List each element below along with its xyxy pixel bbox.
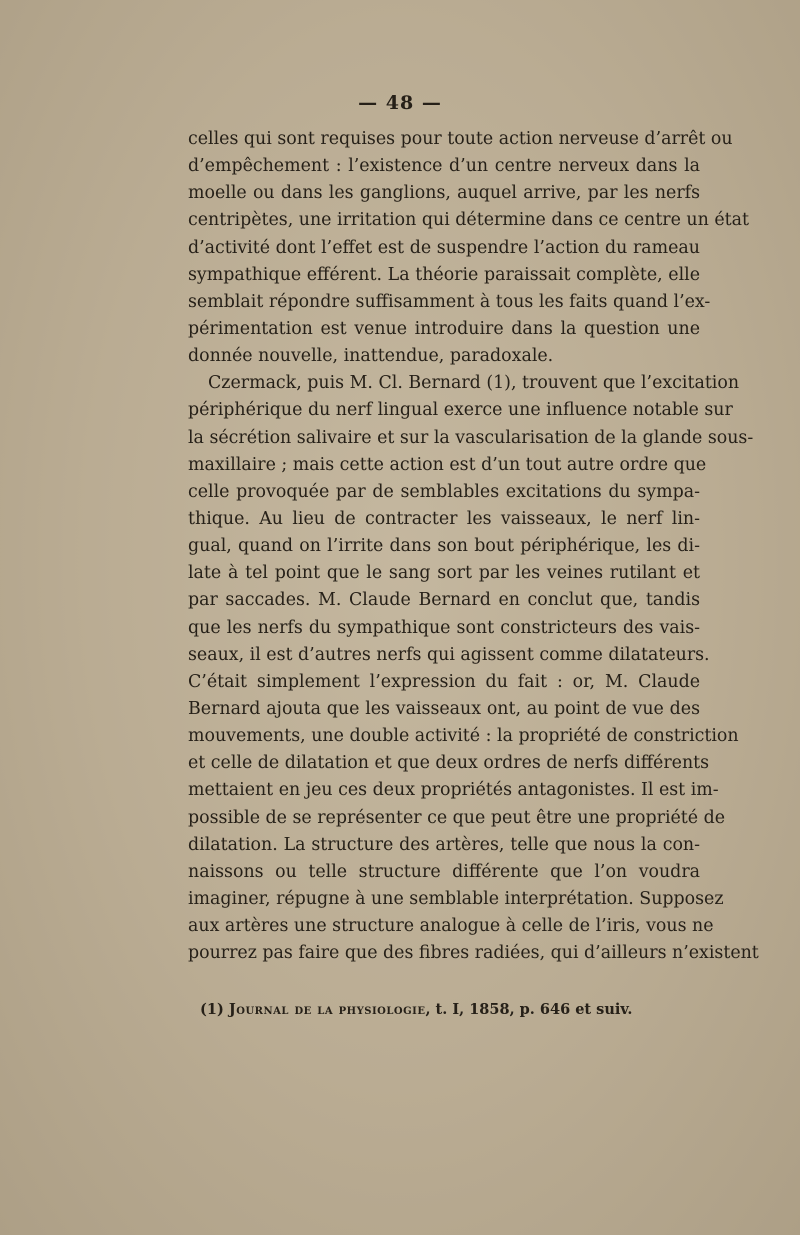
text-line: seaux, il est d’autres nerfs qui agissent comme dilatateurs. (188, 644, 710, 665)
text-line: périphérique du nerf lingual exerce une influence notable sur (188, 400, 733, 421)
text-line: possible de se représenter ce que peut être une propriété de (188, 807, 726, 828)
text-line: celle provoquée par de semblables excitations du sympa- (188, 481, 700, 502)
text-line: mouvements, une double activité : la propriété de constriction (188, 726, 739, 747)
text-line: gual, quand on l’irrite dans son bout périphérique, les di- (188, 536, 700, 557)
text-line: la sécrétion salivaire et sur la vascularisation de la glande sous- (188, 427, 754, 448)
text-line: sympathique efférent. La théorie paraissait complète, elle (188, 264, 700, 285)
text-line: thique. Au lieu de contracter les vaisseaux, le nerf lin- (188, 508, 700, 529)
text-line: C’était simplement l’expression du fait : or, M. Claude (188, 671, 700, 692)
text-line: imaginer, répugne à une semblable interprétation. Supposez (188, 888, 724, 909)
text-line: d’empêchement : l’existence d’un centre nerveux dans la (188, 156, 700, 177)
text-line: late à tel point que le sang sort par les veines rutilant et (188, 563, 700, 584)
text-line: aux artères une structure analogue à celle de l’iris, vous ne (188, 916, 714, 937)
text-line: celles qui sont requises pour toute action nerveuse d’arrêt ou (188, 129, 733, 149)
text-line: semblait répondre suffisamment à tous les faits quand l’ex- (188, 291, 711, 312)
text-line: Czermack, puis M. Cl. Bernard (1), trouvent que l’excitation (208, 373, 740, 394)
text-line: pourrez pas faire que des fibres radiées, qui d’ailleurs n’existent (188, 943, 759, 964)
text-line: d’activité dont l’effet est de suspendre l’action du rameau (188, 237, 700, 258)
text-line: naissons ou telle structure différente que l’on voudra (188, 861, 700, 882)
text-line: maxillaire ; mais cette action est d’un tout autre ordre que (188, 454, 707, 475)
text-line: moelle ou dans les ganglions, auquel arrive, par les nerfs (188, 183, 700, 204)
text-line: mettaient en jeu ces deux propriétés antagonistes. Il est im- (188, 780, 719, 801)
text-line: par saccades. M. Claude Bernard en conclut que, tandis (188, 590, 700, 611)
text-line: centripètes, une irritation qui détermine dans ce centre un état (188, 210, 750, 231)
text-line: et celle de dilatation et que deux ordres de nerfs différents (188, 753, 710, 774)
text-line: périmentation est venue introduire dans la question une (188, 318, 700, 339)
footnote-marker: (1) (200, 1001, 224, 1018)
page-number: — 48 — (358, 92, 442, 114)
text-line: Bernard ajouta que les vaisseaux ont, au point de vue des (188, 698, 700, 719)
footnote-journal: Journal de la physiologie (228, 1001, 426, 1018)
text-line: que les nerfs du sympathique sont constricteurs des vais- (188, 617, 700, 638)
footnote (200, 1000, 700, 1020)
body-text (188, 126, 759, 967)
text-line: dilatation. La structure des artères, telle que nous la con- (188, 834, 700, 855)
footnote-reference: , t. I, 1858, p. 646 et suiv. (425, 1001, 633, 1018)
text-line: donnée nouvelle, inattendue, paradoxale. (188, 346, 554, 367)
